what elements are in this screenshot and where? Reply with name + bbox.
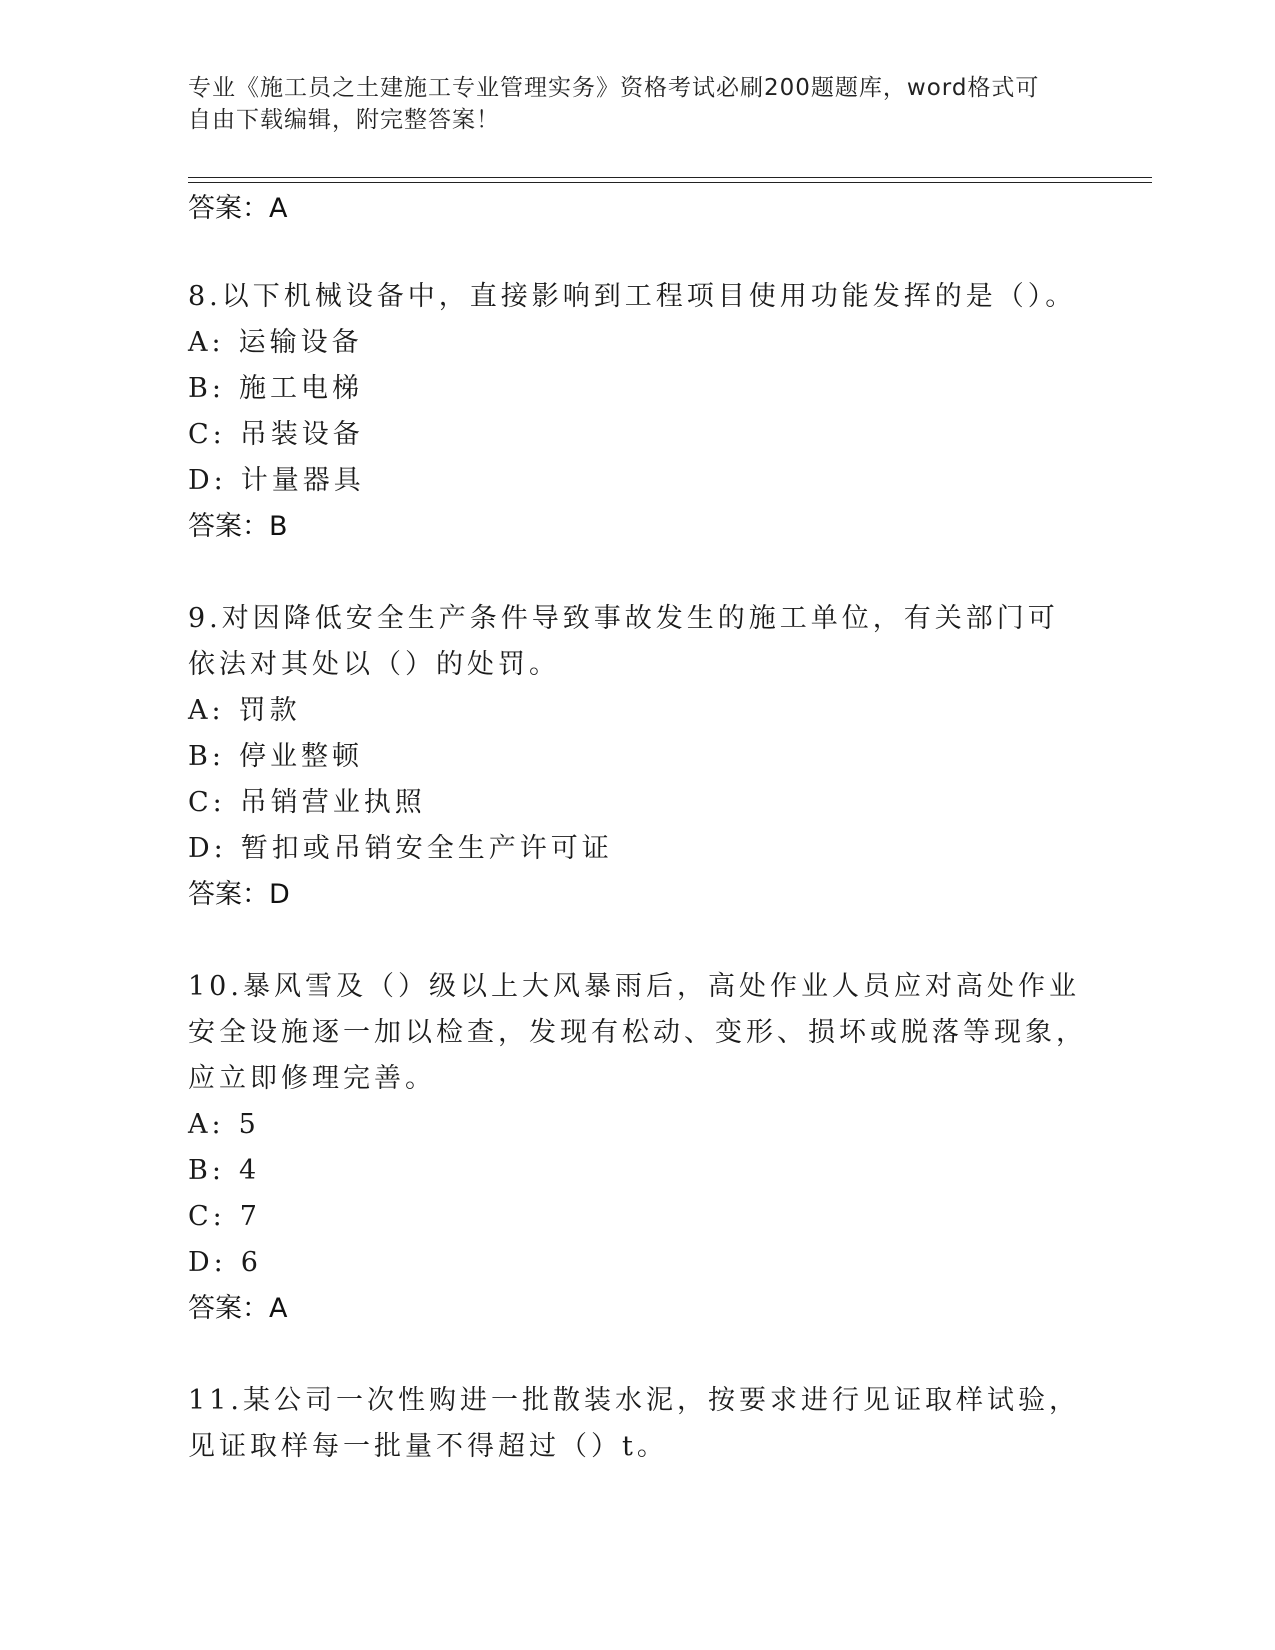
option-text: 暂扣或吊销安全生产许可证	[240, 833, 613, 864]
option-letter: C:	[188, 1201, 226, 1232]
option-text: 6	[240, 1247, 262, 1278]
question-stem: 11.某公司一次性购进一批散装水泥，按要求进行见证取样试验，见证取样每一批量不得超过（）t。	[188, 1385, 1080, 1462]
option-c	[188, 1194, 1088, 1240]
option-a	[188, 688, 1088, 734]
option-text: 施工电梯	[238, 373, 363, 404]
question-10	[188, 964, 1088, 1332]
option-text: 罚款	[238, 695, 301, 726]
answer-line: 答案：A	[188, 1293, 288, 1324]
question-list	[188, 186, 1088, 1470]
option-text: 7	[239, 1201, 261, 1232]
option-text: 吊装设备	[239, 419, 364, 450]
option-letter: C:	[188, 787, 226, 818]
option-text: 计量器具	[240, 465, 365, 496]
question-9	[188, 596, 1088, 918]
option-a	[188, 320, 1088, 366]
option-letter: C:	[188, 419, 226, 450]
option-d	[188, 826, 1088, 872]
option-letter: B:	[188, 741, 225, 772]
question-stem: 10.暴风雪及（）级以上大风暴雨后，高处作业人员应对高处作业安全设施逐一加以检查，发现有松动、变形、损坏或脱落等现象，应立即修理完善。	[188, 971, 1087, 1094]
option-text: 运输设备	[238, 327, 363, 358]
answer-line: 答案：D	[188, 879, 290, 910]
previous-answer: 答案：A	[188, 193, 288, 224]
option-letter: D:	[188, 833, 227, 864]
option-d	[188, 1240, 1088, 1286]
question-8	[188, 274, 1088, 550]
option-d	[188, 458, 1088, 504]
answer-line: 答案：B	[188, 511, 288, 542]
option-letter: D:	[188, 465, 227, 496]
document-header: 专业《施工员之土建施工专业管理实务》资格考试必刷200题题库，word格式可 自由下载编辑，附完整答案！	[188, 75, 1040, 133]
header-divider-top	[188, 177, 1152, 178]
option-c	[188, 780, 1088, 826]
option-text: 吊销营业执照	[239, 787, 426, 818]
header-divider-bottom	[188, 182, 1152, 183]
option-c	[188, 412, 1088, 458]
question-stem: 9.对因降低安全生产条件导致事故发生的施工单位，有关部门可依法对其处以（）的处罚。	[188, 603, 1059, 680]
option-text: 4	[238, 1155, 261, 1186]
option-letter: A:	[188, 1109, 225, 1140]
option-letter: A:	[188, 327, 225, 358]
option-b	[188, 1148, 1088, 1194]
option-letter: D:	[188, 1247, 227, 1278]
question-stem: 8.以下机械设备中，直接影响到工程项目使用功能发挥的是（）。	[188, 281, 1077, 312]
option-letter: A:	[188, 695, 225, 726]
option-letter: B:	[188, 1155, 225, 1186]
option-letter: B:	[188, 373, 225, 404]
option-text: 5	[238, 1109, 260, 1140]
question-11	[188, 1378, 1088, 1470]
option-b	[188, 366, 1088, 412]
option-b	[188, 734, 1088, 780]
option-text: 停业整顿	[238, 741, 363, 772]
option-a	[188, 1102, 1088, 1148]
